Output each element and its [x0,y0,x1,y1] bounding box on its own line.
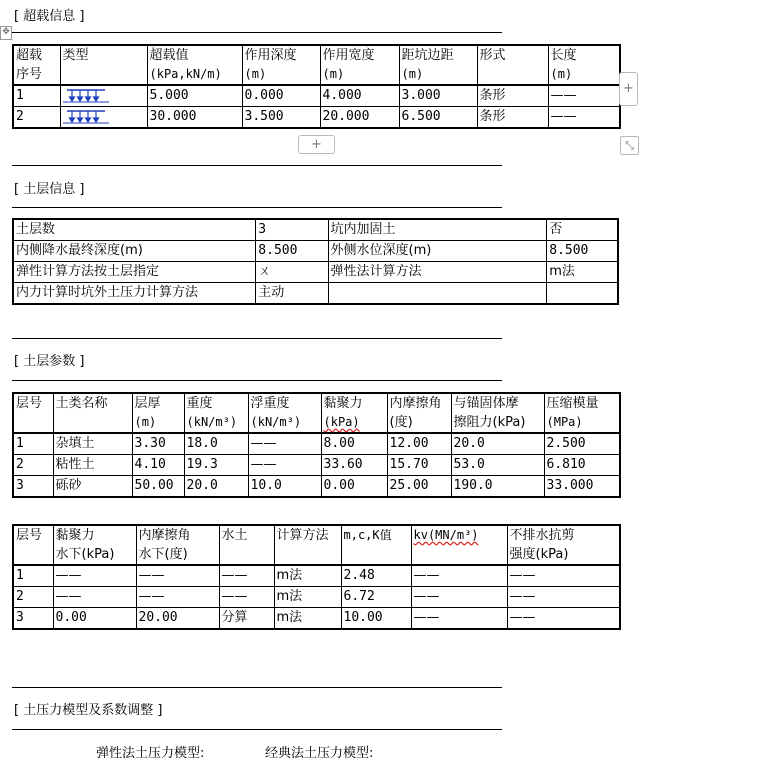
table-cell[interactable]: 6.810 [544,455,620,476]
table-row [13,107,620,129]
table-cell[interactable]: 6.72 [341,587,411,608]
header-cell: 浮重度 (kN/m³) [248,393,321,433]
table-cell[interactable]: —— [136,565,219,587]
table-row [13,283,618,305]
table-row [13,565,620,587]
table-cell[interactable]: 3.000 [399,85,477,107]
table-row [13,476,620,498]
table-cell[interactable]: 条形 [477,85,548,107]
table-cell[interactable]: 15.70 [387,455,451,476]
table-cell[interactable]: 10.00 [341,608,411,630]
table-cell[interactable]: —— [411,608,507,630]
table-cell[interactable]: 10.0 [248,476,321,498]
table-cell[interactable]: 3 [13,608,53,630]
divider [12,729,502,730]
table-cell: 内侧降水最终深度(m) [13,241,256,262]
table-cell[interactable]: 3.500 [242,107,320,129]
header-cell: 超载 序号 [13,45,60,85]
header-cell: 距坑边距 (m) [399,45,477,85]
header-cell: kv(MN/m³) [411,525,507,565]
table-header-row [13,525,620,565]
table-cell[interactable]: 主动 [256,283,328,305]
table-cell[interactable]: —— [548,85,620,107]
table-cell [328,283,547,305]
table-cell[interactable]: 53.0 [451,455,544,476]
table-cell[interactable]: 12.00 [387,433,451,455]
header-cell: 重度 (kN/m³) [184,393,248,433]
earth-pressure-section-title: [ 土压力模型及系数调整 ] [14,703,163,718]
table-cell[interactable]: 2 [13,455,53,476]
table-move-handle[interactable]: ✥ [0,26,12,40]
table-cell: 土层数 [13,219,256,241]
table-cell: 弹性法计算方法 [328,262,547,283]
distributed-load-icon [63,110,109,124]
table-cell [60,107,147,129]
table-cell[interactable]: 25.00 [387,476,451,498]
table-cell[interactable]: —— [507,587,620,608]
divider [12,165,502,166]
table-header-row [13,393,620,433]
surcharge-table [12,44,621,129]
table-cell[interactable]: 条形 [477,107,548,129]
table-row [13,262,618,283]
divider [12,687,502,688]
table-cell[interactable]: 砾砂 [53,476,132,498]
table-cell[interactable]: 0.000 [242,85,320,107]
table-cell[interactable]: —— [507,608,620,630]
table-row [13,587,620,608]
divider [12,338,502,339]
table-cell[interactable]: 6.500 [399,107,477,129]
table-cell[interactable]: 粘性土 [53,455,132,476]
table-cell[interactable]: —— [53,565,136,587]
table-cell[interactable]: 190.0 [451,476,544,498]
table-cell [60,85,147,107]
header-cell: 层号 [13,525,53,565]
table-cell[interactable]: —— [136,587,219,608]
table-cell[interactable]: —— [248,455,321,476]
table-cell[interactable]: 1 [13,85,60,107]
header-cell: 层厚 (m) [132,393,184,433]
table-cell[interactable]: 1 [13,565,53,587]
header-cell: 与锚固体摩 擦阻力(kPa) [451,393,544,433]
table-cell[interactable]: —— [219,565,274,587]
table-cell[interactable]: 4.10 [132,455,184,476]
table-cell[interactable]: —— [219,587,274,608]
header-cell: 水土 [219,525,274,565]
table-cell[interactable]: 2.500 [544,433,620,455]
table-cell[interactable]: 20.000 [320,107,399,129]
table-row [13,608,620,630]
header-cell: 黏聚力 水下(kPa) [53,525,136,565]
table-cell[interactable]: —— [411,565,507,587]
table-cell[interactable]: 33.60 [321,455,387,476]
divider [12,32,502,33]
table-cell[interactable]: 18.0 [184,433,248,455]
table-row [13,219,618,241]
header-cell: 黏聚力 (kPa) [321,393,387,433]
classic-model-label: 经典法土压力模型: [265,746,374,761]
soil-params-table [12,392,621,498]
header-cell: 土类名称 [53,393,132,433]
soil-params-section-title: [ 土层参数 ] [14,354,85,369]
table-cell[interactable]: —— [548,107,620,129]
table-cell[interactable]: 50.00 [132,476,184,498]
table-cell[interactable]: —— [248,433,321,455]
table-cell: 内力计算时坑外土压力计算方法 [13,283,256,305]
table-cell[interactable]: 19.3 [184,455,248,476]
table-cell[interactable]: 20.00 [136,608,219,630]
table-cell: 外侧水位深度(m) [328,241,547,262]
header-cell: 作用深度 (m) [242,45,320,85]
header-cell: 类型 [60,45,147,85]
header-cell: 计算方法 [274,525,341,565]
table-cell[interactable]: m法 [274,608,341,630]
resize-handle-icon[interactable]: ⤡ [620,136,639,155]
table-cell[interactable]: 8.500 [256,241,328,262]
distributed-load-icon [63,89,109,103]
table-cell[interactable]: 杂填土 [53,433,132,455]
table-cell[interactable]: m法 [547,262,618,283]
table-cell[interactable]: 1 [13,433,53,455]
table-row [13,85,620,107]
table-cell: 坑内加固土 [328,219,547,241]
header-cell: 内摩擦角 水下(度) [136,525,219,565]
table-cell[interactable]: 2 [13,107,60,129]
table-cell[interactable]: 4.000 [320,85,399,107]
table-cell[interactable]: 20.0 [451,433,544,455]
header-cell: 长度 (m) [548,45,620,85]
soil-params-water-table [12,524,621,630]
header-cell: 不排水抗剪 强度(kPa) [507,525,620,565]
table-cell[interactable]: 2 [13,587,53,608]
table-row [13,433,620,455]
table-cell[interactable]: 0.00 [321,476,387,498]
header-cell: 形式 [477,45,548,85]
table-cell[interactable]: 2.48 [341,565,411,587]
table-row [13,455,620,476]
divider [12,380,502,381]
elastic-model-label: 弹性法土压力模型: [96,746,205,761]
header-cell: 超载值 (kPa,kN/m) [147,45,242,85]
table-cell[interactable]: 0.00 [53,608,136,630]
header-cell: 压缩模量 (MPa) [544,393,620,433]
soil-info-section-title: [ 土层信息 ] [14,182,85,197]
table-cell[interactable]: 3.30 [132,433,184,455]
add-row-button[interactable]: + [298,135,335,154]
header-cell: 层号 [13,393,53,433]
table-header-row [13,45,620,85]
table-cell[interactable]: 3 [256,219,328,241]
table-cell[interactable]: —— [411,587,507,608]
table-cell: 弹性计算方法按土层指定 [13,262,256,283]
soil-info-table [12,218,619,305]
table-cell[interactable]: m法 [274,587,341,608]
table-cell[interactable]: 20.0 [184,476,248,498]
surcharge-section-title: [ 超载信息 ] [14,9,85,24]
divider [12,207,502,208]
table-cell[interactable]: 3 [13,476,53,498]
table-cell[interactable] [547,283,618,305]
header-cell: 内摩擦角 (度) [387,393,451,433]
table-cell[interactable]: 8.00 [321,433,387,455]
table-cell[interactable]: —— [507,565,620,587]
table-cell[interactable]: —— [53,587,136,608]
table-cell[interactable]: m法 [274,565,341,587]
table-cell[interactable]: 5.000 [147,85,242,107]
table-cell[interactable]: 8.500 [547,241,618,262]
header-cell: m,c,K值 [341,525,411,565]
add-column-button[interactable]: + [619,72,638,106]
table-cell[interactable]: 30.000 [147,107,242,129]
table-cell[interactable]: 33.000 [544,476,620,498]
table-cell[interactable]: ㄨ [256,262,328,283]
header-cell: 作用宽度 (m) [320,45,399,85]
table-cell[interactable]: 否 [547,219,618,241]
table-cell[interactable]: 分算 [219,608,274,630]
table-row [13,241,618,262]
